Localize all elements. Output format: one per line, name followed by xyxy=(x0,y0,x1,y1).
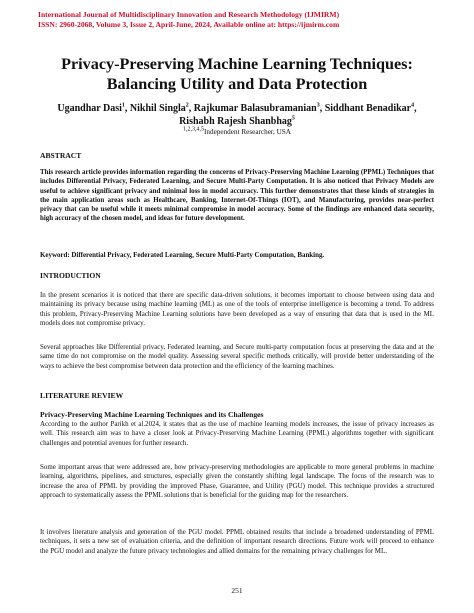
literature-paragraph-3: It involves literature analysis and generation of the PGU model. PPML obtained results that include a broadened understanding of PPML techniques, it sets a new set of evaluation criteria, and the definition of important research directions. Future work will proceed to enhance the PGU model and analyze the future privacy technologies and allied domains for the remaining privacy challenges for ML. xyxy=(40,528,434,555)
author-name: Rishabh Rajesh Shanbhag xyxy=(179,115,292,127)
paper-title xyxy=(0,54,474,94)
keywords-text: Keyword: Differential Privacy, Federated Learning, Secure Multi-Party Computation, Banking. xyxy=(40,251,325,259)
author xyxy=(194,103,325,114)
affiliation-superscript: 1,2,3,4,5 xyxy=(183,126,205,133)
literature-paragraph-2: Some important areas that were addressed are, how privacy-preserving methodologies are applicable to more general problems in machine learning, algorithms, pipelines, and structures, especially given the constantly shifting legal landscape. The focus of the research was to increase the area of PPML by providing the improved Phase, Guarantee, and Utility (PGU) model. This technique provides a structured approach to systematically assess the PPML solutions that is beneficial for the guiding map for the researchers. xyxy=(40,463,434,499)
author xyxy=(325,103,417,114)
paper-title-line-2: Balancing Utility and Data Protection xyxy=(106,75,368,93)
journal-header xyxy=(38,10,438,30)
affiliation-text: Independent Researcher, USA xyxy=(204,128,291,136)
affiliation xyxy=(0,128,474,136)
author-name: Siddhant Benadikar xyxy=(324,103,412,114)
author-separator: , xyxy=(414,103,417,114)
author-list xyxy=(40,103,434,128)
introduction-heading: INTRODUCTION xyxy=(40,271,101,280)
author-separator: , xyxy=(124,103,130,114)
literature-paragraph-1: According to the author Parikh et al.2024, it states that as the use of machine learning models increases, the issue of privacy increases as well. This research aim was to have a closer look at Privacy-Preserving Machine Learning (PPML) algorithms together with significant challenges and potential avenues for further research. xyxy=(40,420,434,447)
author-separator: , xyxy=(188,103,194,114)
author-separator: , xyxy=(319,103,325,114)
author-name: Nikhil Singla xyxy=(129,103,186,114)
paper-title-line-1: Privacy-Preserving Machine Learning Techniques: xyxy=(61,55,413,73)
author-name: Rajkumar Balasubramanian xyxy=(193,103,317,114)
author-superscript: 2 xyxy=(185,102,189,109)
author xyxy=(179,116,295,127)
journal-issn-line: ISSN: 2960-2068, Volume 3, Issue 2, April-June, 2024, Available online at: https://ijmirm.com xyxy=(38,20,340,29)
author-superscript: 5 xyxy=(291,115,295,122)
author-superscript: 1 xyxy=(121,102,125,109)
introduction-paragraph-2: Several approaches like Differential privacy, Federated learning, and Secure multi-party computation focus at preserving the data and at the same time do not compromise on the model quality. Assessing several specific methods critically, will provide better understanding of the ways to achieve the best compromise between data protection and the efficiency of the learning machines. xyxy=(40,343,434,370)
abstract-heading: ABSTRACT xyxy=(40,151,82,160)
abstract-text: This research article provides information regarding the concerns of Privacy-Preserving Machine Learning (PPML) Techniques that includes Differential Privacy, Federated Learning, and Secure Multi-Party Computation. It is also noticed that Privacy Models are useful to achieve significant privacy and minimal loss in model accuracy. This further demonstrates that these kinds of strategies in the main application areas such as Healthcare, Banking, Internet-Of-Things (IOT), and Manufacturing, provides near-perfect privacy that can be useful while it meets minimal compromise in model accuracy. Some of the findings are enhanced data security, high accuracy of the chosen model, and ideas for future development. xyxy=(40,168,434,223)
journal-name: International Journal of Multidisciplinary Innovation and Research Methodology (IJMIRM) xyxy=(38,10,340,19)
literature-subheading: Privacy-Preserving Machine Learning Techniques and its Challenges xyxy=(40,410,264,419)
page-number: 251 xyxy=(231,586,243,595)
author-name: Ugandhar Dasi xyxy=(57,103,122,114)
author-superscript: 4 xyxy=(411,102,415,109)
author xyxy=(130,103,194,114)
author-superscript: 3 xyxy=(316,102,320,109)
literature-review-heading: LITERATURE REVIEW xyxy=(40,391,124,400)
author xyxy=(57,103,130,114)
introduction-paragraph-1: In the present scenarios it is noticed that there are specific data-driven solutions, it becomes important to choose between using data and maintaining its privacy because using machine learning (ML) as one of the tools of enterprise intelligence is becoming a trend. To address this problem, Privacy-Preserving Machine Learning solutions have been developed as a way of ensuring that data that is used in the ML models does not compromise privacy. xyxy=(40,291,434,327)
